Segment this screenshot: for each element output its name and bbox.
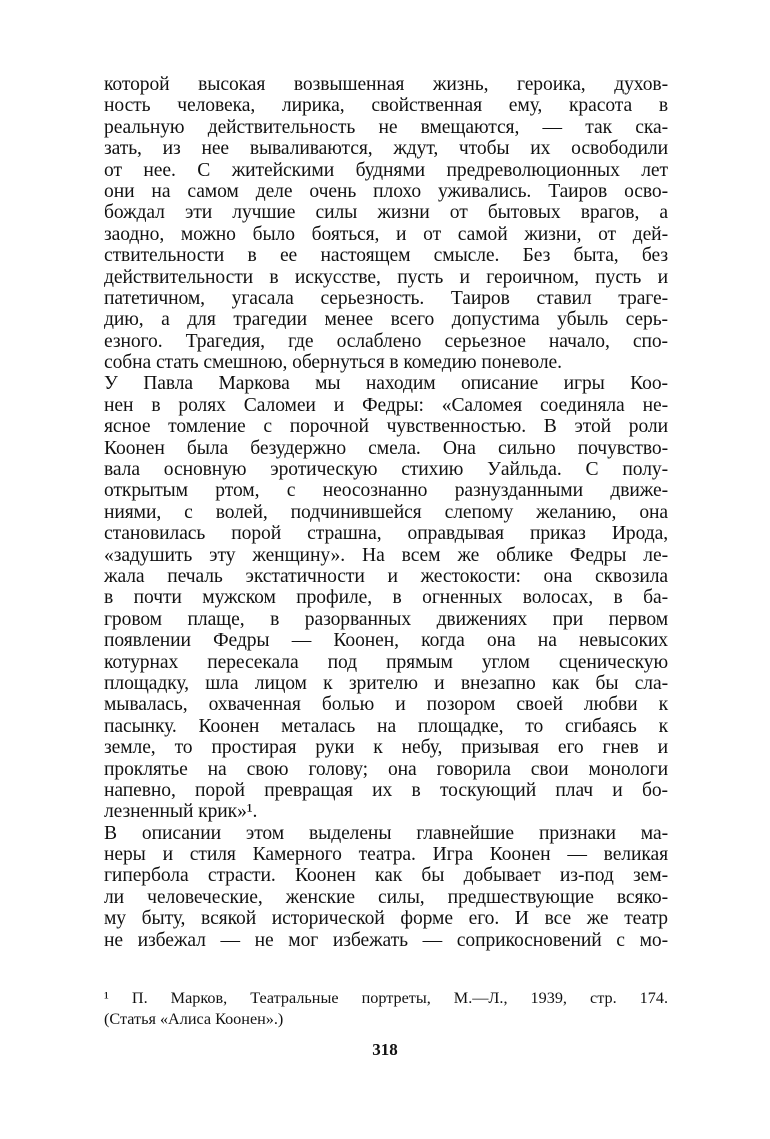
text-line: бождал эти лучшие силы жизни от бытовых врагов, а xyxy=(104,202,668,224)
text-line: пасынку. Коонен металась на площадке, то сгибаясь к xyxy=(104,715,668,737)
text-line: открытым ртом, с неосознанно разнузданными движе- xyxy=(104,480,668,502)
text-line: не избежал — не мог избежать — соприкосновений с мо- xyxy=(104,929,668,951)
footnote-line: (Статья «Алиса Коонен».) xyxy=(104,1010,284,1029)
text-line: В описании этом выделены главнейшие признаки ма- xyxy=(104,822,668,844)
text-line: лезненный крик»¹. xyxy=(104,801,258,823)
text-line: неры и стиля Камерного театра. Игра Коонен — великая xyxy=(104,844,668,866)
text-line: патетичном, угасала серьезность. Таиров ставил траге- xyxy=(104,287,668,309)
text-line: вала основную эротическую стихию Уайльда. С полу- xyxy=(104,459,668,481)
text-line: напевно, порой превращая их в тоскующий плач и бо- xyxy=(104,779,668,801)
text-line: заодно, можно было бояться, и от самой жизни, от дей- xyxy=(104,223,668,245)
text-line: земле, то простирая руки к небу, призывая его гнев и xyxy=(104,737,668,759)
text-line: езного. Трагедия, где ослаблено серьезное начало, спо- xyxy=(104,330,668,352)
text-line: жала печаль экстатичности и жестокости: она сквозила xyxy=(104,565,668,587)
text-line: ли человеческие, женские силы, предшествующие всяко- xyxy=(104,886,668,908)
text-line: ствительности в ее настоящем смысле. Без быта, без xyxy=(104,245,668,267)
text-line: дию, а для трагедии менее всего допустима убыль серь- xyxy=(104,309,668,331)
text-line: от нее. С житейскими буднями предреволюционных лет xyxy=(104,159,668,181)
text-line: они на самом деле очень плохо уживались. Таиров осво- xyxy=(104,180,668,202)
text-line: проклятье на свою голову; она говорила свои монологи xyxy=(104,758,668,780)
text-line: мывалась, охваченная болью и позором своей любви к xyxy=(104,694,668,716)
text-line: Коонен была безудержно смела. Она сильно почувство- xyxy=(104,437,668,459)
text-line: му быту, всякой исторической форме его. И все же театр xyxy=(104,908,668,930)
text-line: собна стать смешною, обернуться в комедию поневоле. xyxy=(104,352,562,374)
text-line: котурнах пересекала под прямым углом сценическую xyxy=(104,651,668,673)
page-number: 318 xyxy=(372,1040,398,1059)
footnote-line: ¹ П. Марков, Театральные портреты, М.—Л., 1939, стр. 174. xyxy=(104,989,668,1007)
text-line: зать, из нее вываливаются, ждут, чтобы их освободили xyxy=(104,138,668,160)
footnote xyxy=(104,988,668,1031)
text-line: появлении Федры — Коонен, когда она на невысоких xyxy=(104,630,668,652)
text-line: которой высокая возвышенная жизнь, героика, духов- xyxy=(104,74,668,95)
text-line: в почти мужском профиле, в огненных волосах, в ба- xyxy=(104,587,668,609)
text-line: реальную действительность не вмещаются, — так ска- xyxy=(104,116,668,138)
text-line: У Павла Маркова мы находим описание игры Коо- xyxy=(104,373,668,395)
text-line: становилась порой страшна, оправдывая приказ Ирода, xyxy=(104,523,668,545)
text-line: ность человека, лирика, свойственная ему, красота в xyxy=(104,95,668,117)
text-line: «задушить эту женщину». На всем же облике Федры ле- xyxy=(104,544,668,566)
main-text xyxy=(104,74,668,951)
text-line: гровом плаще, в разорванных движениях при первом xyxy=(104,608,668,630)
text-line: действительности в искусстве, пусть и героичном, пусть и xyxy=(104,266,668,288)
text-line: площадку, шла лицом к зрителю и внезапно как бы сла- xyxy=(104,672,668,694)
text-line: ниями, с волей, подчинившейся слепому желанию, она xyxy=(104,501,668,523)
text-line: гипербола страсти. Коонен как бы добывает из-под зем- xyxy=(104,865,668,887)
text-line: нен в ролях Саломеи и Федры: «Саломея соединяла не- xyxy=(104,394,668,416)
text-line: ясное томление с порочной чувственностью. В этой роли xyxy=(104,416,668,438)
